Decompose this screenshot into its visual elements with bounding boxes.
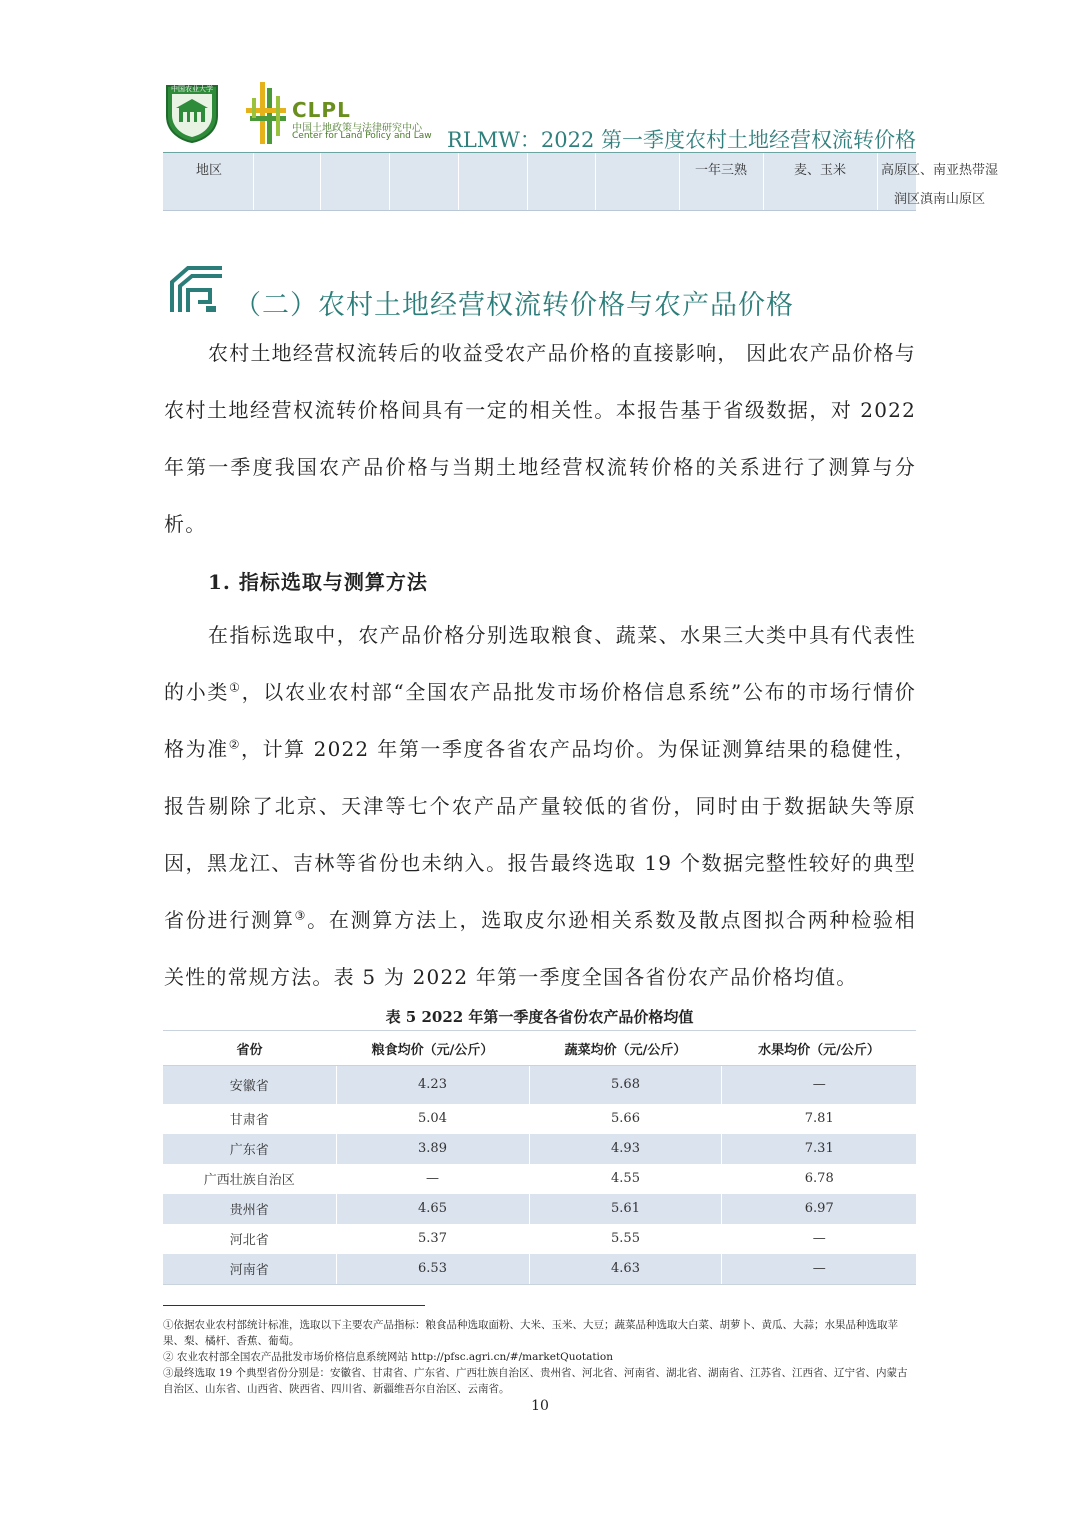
table-cell: 5.68 <box>529 1066 722 1104</box>
price-table <box>163 1030 916 1285</box>
table-cell <box>389 153 459 210</box>
table-cell: 7.31 <box>722 1134 916 1164</box>
org-name: CLPL <box>292 98 351 122</box>
table-row <box>163 1164 916 1194</box>
table-cell <box>253 153 321 210</box>
paragraph-text: 在指标选取中，农产品价格分别选取粮食、蔬菜、水果三大类中具有代表性的小类 <box>164 623 916 704</box>
table-cell: 3.89 <box>336 1134 529 1164</box>
table-cell: 5.61 <box>529 1194 722 1224</box>
paragraph-text: ，计算 2022 年第一季度各省农产品均价。为保证测算结果的稳健性，报告剔除了北京、天津等七个农产品产量较低的省份，同时由于数据缺失等原因，黑龙江、吉林等省份也未纳入。报告最终选取 19 个数据完整性较好的典型省份进行测算 <box>164 737 916 932</box>
footnote-ref: ② <box>228 737 242 752</box>
table-row <box>163 1066 916 1104</box>
table-cell <box>527 153 596 210</box>
header-title: RLMW：2022 第一季度农村土地经营权流转价格 <box>447 128 916 152</box>
footnote-divider <box>163 1305 425 1306</box>
table-cell: — <box>812 1231 826 1246</box>
footnote-ref: ① <box>229 680 242 695</box>
paragraph-text: ，以农业农村部“全国农产品批发市场价格信息系统”公布的市场行情价格为准 <box>164 680 916 761</box>
paragraph-2 <box>164 607 916 1006</box>
column-header: 粮食均价（元/公斤） <box>336 1031 529 1066</box>
table-cell: 高原区、南亚热带湿 润区滇南山原区 <box>881 163 999 207</box>
column-header: 蔬菜均价（元/公斤） <box>529 1031 722 1066</box>
table-cell <box>320 153 390 210</box>
section-title: （二）农村土地经营权流转价格与农产品价格 <box>234 290 794 321</box>
table-cell: 一年三熟 <box>679 153 764 210</box>
footnote: ③最终选取 19 个典型省份分别是：安徽省、甘肃省、广东省、广西壮族自治区、贵州省、河北省、河南省、湖北省、湖南省、江苏省、江西省、辽宁省、内蒙古自治区、山东省、山西省、陕西省、四川省、新疆维吾尔自治区、云南省。 <box>163 1367 908 1395</box>
table-cell: 4.65 <box>336 1194 529 1224</box>
table-row <box>163 1104 916 1134</box>
subheading: 1. 指标选取与测算方法 <box>208 570 428 594</box>
table-cell: 地区 <box>163 153 254 210</box>
table-cell: 甘肃省 <box>163 1104 336 1134</box>
table-cell: — <box>722 1066 916 1104</box>
table-cell: 4.23 <box>336 1066 529 1104</box>
table-cell: — <box>336 1164 529 1194</box>
table-row <box>163 1224 916 1254</box>
table-cell: 河南省 <box>163 1254 336 1285</box>
paragraph-1 <box>164 325 916 553</box>
section-icon <box>168 262 224 314</box>
table-cell: — <box>722 1254 916 1285</box>
table-cell: 广西壮族自治区 <box>163 1164 336 1194</box>
clpl-logo-icon <box>246 82 286 144</box>
previous-table-fragment <box>163 153 999 211</box>
table-cell: 4.55 <box>529 1164 722 1194</box>
logo1-text: 中国农业大学 <box>171 85 213 93</box>
table-cell: 5.04 <box>336 1104 529 1134</box>
footnote: ② 农业农村部全国农产品批发市场价格信息系统网站 http://pfsc.agri.cn/#/marketQuotation <box>163 1351 614 1363</box>
paragraph-text: 农村土地经营权流转后的收益受农产品价格的直接影响， 因此农产品价格与农村土地经营权流转价格间具有一定的相关性。本报告基于省级数据，对 2022 年第一季度我国农产品价格与当期土地经营权流转价格的关系进行了测算与分析。 <box>164 341 916 536</box>
table-cell: 5.66 <box>529 1104 722 1134</box>
table-cell: 河北省 <box>163 1224 336 1254</box>
table-cell: 安徽省 <box>163 1066 336 1104</box>
table-cell <box>595 153 680 210</box>
column-header: 省份 <box>163 1031 336 1066</box>
table-row <box>163 1254 916 1285</box>
table-header-row <box>163 1031 916 1066</box>
table-row <box>163 1134 916 1164</box>
table-cell: 贵州省 <box>163 1194 336 1224</box>
table-row <box>163 1194 916 1224</box>
table-cell: 6.53 <box>336 1254 529 1285</box>
table-cell <box>458 153 528 210</box>
column-header: 水果均价（元/公斤） <box>722 1031 916 1066</box>
table-cell: 6.78 <box>804 1171 834 1186</box>
footnote: ①依据农业农村部统计标准，选取以下主要农产品指标：粮食品种选取面粉、大米、玉米、大豆；蔬菜品种选取大白菜、胡萝卜、黄瓜、大蒜；水果品种选取苹果、梨、橘杆、香蕉、葡萄。 <box>163 1319 898 1347</box>
footnotes <box>163 1317 918 1397</box>
page-number: 10 <box>531 1398 549 1414</box>
table-cell: 7.81 <box>804 1111 834 1126</box>
table-cell: 麦、玉米 <box>763 153 878 210</box>
table-cell: 4.93 <box>529 1134 722 1164</box>
table-cell: 5.55 <box>529 1224 722 1254</box>
org-english-name: Center for Land Policy and Law <box>292 131 432 141</box>
table-cell: 6.97 <box>722 1194 916 1224</box>
org-chinese-name: 中国土地政策与法律研究中心 <box>292 123 422 134</box>
table-cell: 4.63 <box>529 1254 722 1285</box>
table-cell: 5.37 <box>336 1224 529 1254</box>
table-cell: 广东省 <box>163 1134 336 1164</box>
footnote-ref: ③ <box>294 908 308 923</box>
table-caption: 表 5 2022 年第一季度各省份农产品价格均值 <box>385 1008 694 1026</box>
paragraph-text: 。在测算方法上，选取皮尔逊相关系数及散点图拟合两种检验相关性的常规方法。表 5 为 2022 年第一季度全国各省份农产品价格均值。 <box>164 908 916 989</box>
